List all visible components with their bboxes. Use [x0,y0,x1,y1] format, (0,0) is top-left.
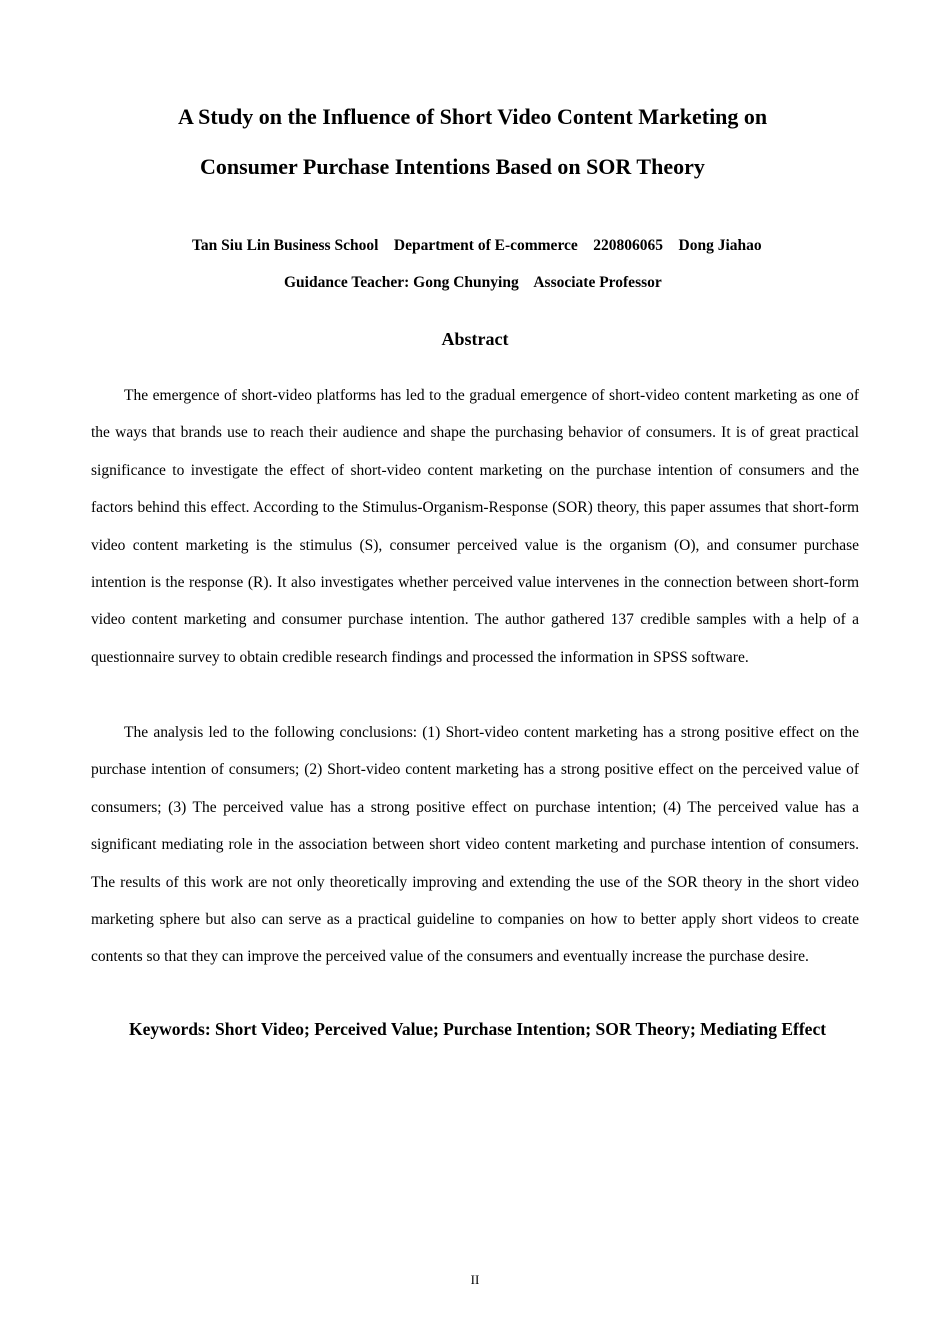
keywords: Keywords: Short Video; Perceived Value; Purchase Intention; SOR Theory; Mediating Effect [129,1019,827,1039]
page-number: II [470,1272,480,1287]
advisor-info: Guidance Teacher: Gong Chunying Associate Professor [284,274,662,291]
author-info: Tan Siu Lin Business School Department of E-commerce 220806065 Dong Jiahao [192,237,762,254]
paper-title-line-2: Consumer Purchase Intentions Based on SOR Theory [200,154,705,179]
abstract-paragraph-1: The emergence of short-video platforms has led to the gradual emergence of short-video content marketing as one of the ways that brands use to reach their audience and shape the purchasing behavior of consumers. It is of great practical significance to investigate the effect of short-video content marketing on the purchase intention of consumers and the factors behind this effect. According to the Stimulus-Organism-Response (SOR) theory, this paper assumes that short-form video content marketing is the stimulus (S), consumer perceived value is the organism (O), and consumer purchase intention is the response (R). It also investigates whether perceived value intervenes in the connection between short-form video content marketing and consumer purchase intention. The author gathered 137 credible samples with a help of a questionnaire survey to obtain credible research findings and processed the information in SPSS software. [91,387,859,666]
paper-title-line-1: A Study on the Influence of Short Video Content Marketing on [178,104,768,129]
abstract-heading: Abstract [441,329,509,349]
abstract-paragraph-2: The analysis led to the following conclusions: (1) Short-video content marketing has a strong positive effect on the purchase intention of consumers; (2) Short-video content marketing has a strong positive effect on the perceived value of consumers; (3) The perceived value has a strong positive effect on purchase intention; (4) The perceived value has a significant mediating role in the association between short video content marketing and purchase intention of consumers. The results of this work are not only theoretically improving and extending the use of the SOR theory in the short video marketing sphere but also can serve as a practical guideline to companies on how to better apply short videos to create contents so that they can improve the perceived value of the consumers and eventually increase the purchase desire. [91,724,859,966]
